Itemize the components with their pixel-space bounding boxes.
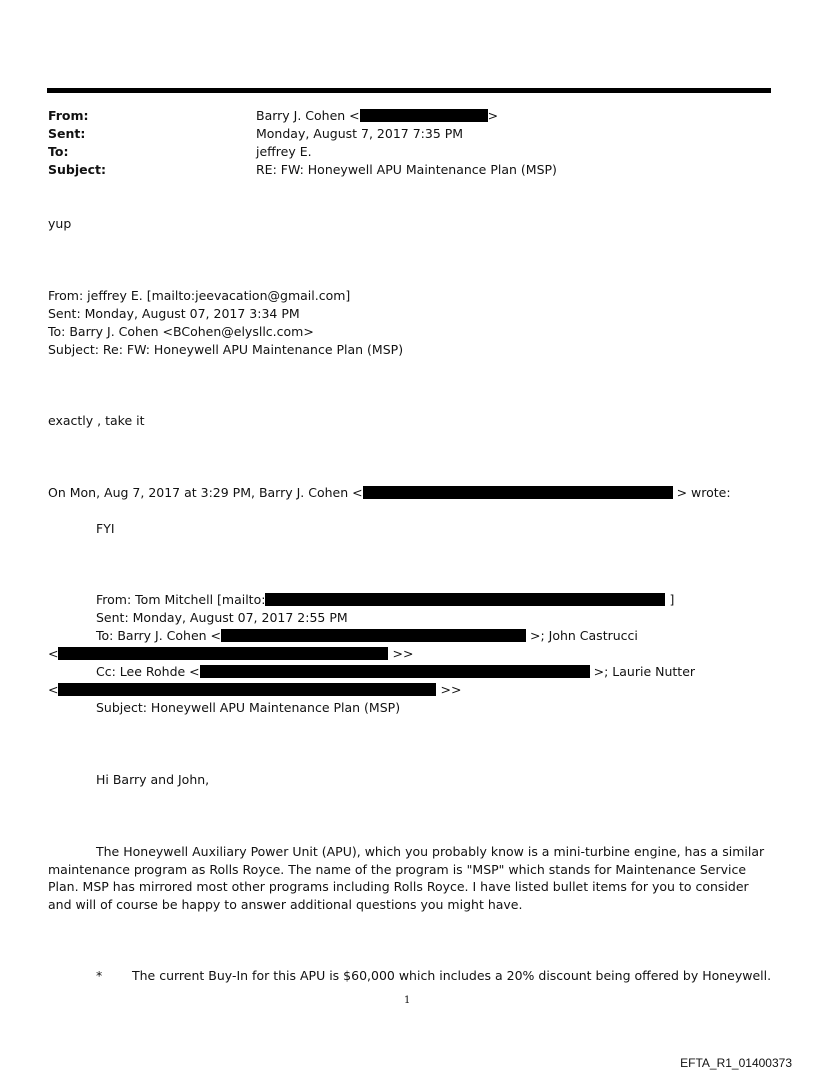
forwarded-from-suffix: ] bbox=[669, 592, 675, 607]
forwarded-subject: Subject: Honeywell APU Maintenance Plan (MSP) bbox=[96, 700, 401, 715]
forwarded-to bbox=[96, 628, 638, 643]
subject-label: Subject: bbox=[48, 162, 106, 177]
redaction-box bbox=[58, 647, 388, 660]
quoted1-body: exactly , take it bbox=[48, 413, 145, 428]
from-value-suffix: > bbox=[487, 108, 499, 123]
forwarded-from-prefix: From: Tom Mitchell [mailto: bbox=[96, 592, 266, 607]
forwarded-cc-cont-suffix: >> bbox=[440, 682, 462, 697]
forwarded-cc-cont-prefix: < bbox=[48, 682, 59, 697]
redaction-box bbox=[221, 629, 526, 642]
forwarded-paragraph bbox=[48, 843, 770, 913]
attribution-prefix: On Mon, Aug 7, 2017 at 3:29 PM, Barry J. Cohen < bbox=[48, 485, 363, 500]
to-label: To: bbox=[48, 144, 69, 159]
forwarded-to-cont-suffix: >> bbox=[392, 646, 414, 661]
forwarded-paragraph-text: The Honeywell Auxiliary Power Unit (APU), which you probably know is a mini-turbine engine, has a similar maintenance program as Rolls Royce. The name of the program is "MSP" which stands for Maintenance Service Plan. MSP has mirrored most other programs including Rolls Royce. I have listed bullet items for you to consider and will of course be happy to answer additional questions you might have. bbox=[48, 844, 765, 912]
forwarded-from bbox=[96, 592, 674, 607]
quoted2-body: FYI bbox=[96, 521, 115, 536]
from-value bbox=[256, 108, 498, 123]
redaction-box bbox=[58, 683, 436, 696]
redaction-box bbox=[265, 593, 665, 606]
forwarded-sent: Sent: Monday, August 07, 2017 2:55 PM bbox=[96, 610, 348, 625]
forwarded-cc-prefix: Cc: Lee Rohde < bbox=[96, 664, 200, 679]
bullet-marker: * bbox=[96, 968, 103, 983]
reply-body: yup bbox=[48, 216, 72, 231]
to-value: jeffrey E. bbox=[256, 144, 312, 159]
forwarded-greeting: Hi Barry and John, bbox=[96, 772, 210, 787]
attribution-suffix: > wrote: bbox=[676, 485, 731, 500]
quoted1-from: From: jeffrey E. [mailto:jeevacation@gmail.com] bbox=[48, 288, 351, 303]
forwarded-to-middle: >; John Castrucci bbox=[529, 628, 638, 643]
quoted2-attribution bbox=[48, 485, 731, 500]
redaction-box bbox=[200, 665, 590, 678]
header-rule bbox=[47, 88, 771, 93]
subject-value: RE: FW: Honeywell APU Maintenance Plan (MSP) bbox=[256, 162, 557, 177]
forwarded-to-prefix: To: Barry J. Cohen < bbox=[96, 628, 221, 643]
forwarded-cc-middle: >; Laurie Nutter bbox=[593, 664, 696, 679]
from-label: From: bbox=[48, 108, 89, 123]
forwarded-cc-continued bbox=[48, 682, 461, 697]
document-id: EFTA_R1_01400373 bbox=[680, 1056, 792, 1070]
from-value-prefix: Barry J. Cohen < bbox=[256, 108, 360, 123]
forwarded-to-cont-prefix: < bbox=[48, 646, 59, 661]
redaction-box bbox=[360, 109, 488, 122]
forwarded-cc bbox=[96, 664, 695, 679]
sent-label: Sent: bbox=[48, 126, 86, 141]
quoted1-sent: Sent: Monday, August 07, 2017 3:34 PM bbox=[48, 306, 300, 321]
page-number: 1 bbox=[404, 995, 411, 1006]
quoted1-subject: Subject: Re: FW: Honeywell APU Maintenance Plan (MSP) bbox=[48, 342, 404, 357]
bullet-text: The current Buy-In for this APU is $60,000 which includes a 20% discount being offered by Honeywell. bbox=[132, 968, 772, 983]
forwarded-to-continued bbox=[48, 646, 413, 661]
sent-value: Monday, August 7, 2017 7:35 PM bbox=[256, 126, 464, 141]
redaction-box bbox=[363, 486, 673, 499]
quoted1-to: To: Barry J. Cohen <BCohen@elysllc.com> bbox=[48, 324, 314, 339]
